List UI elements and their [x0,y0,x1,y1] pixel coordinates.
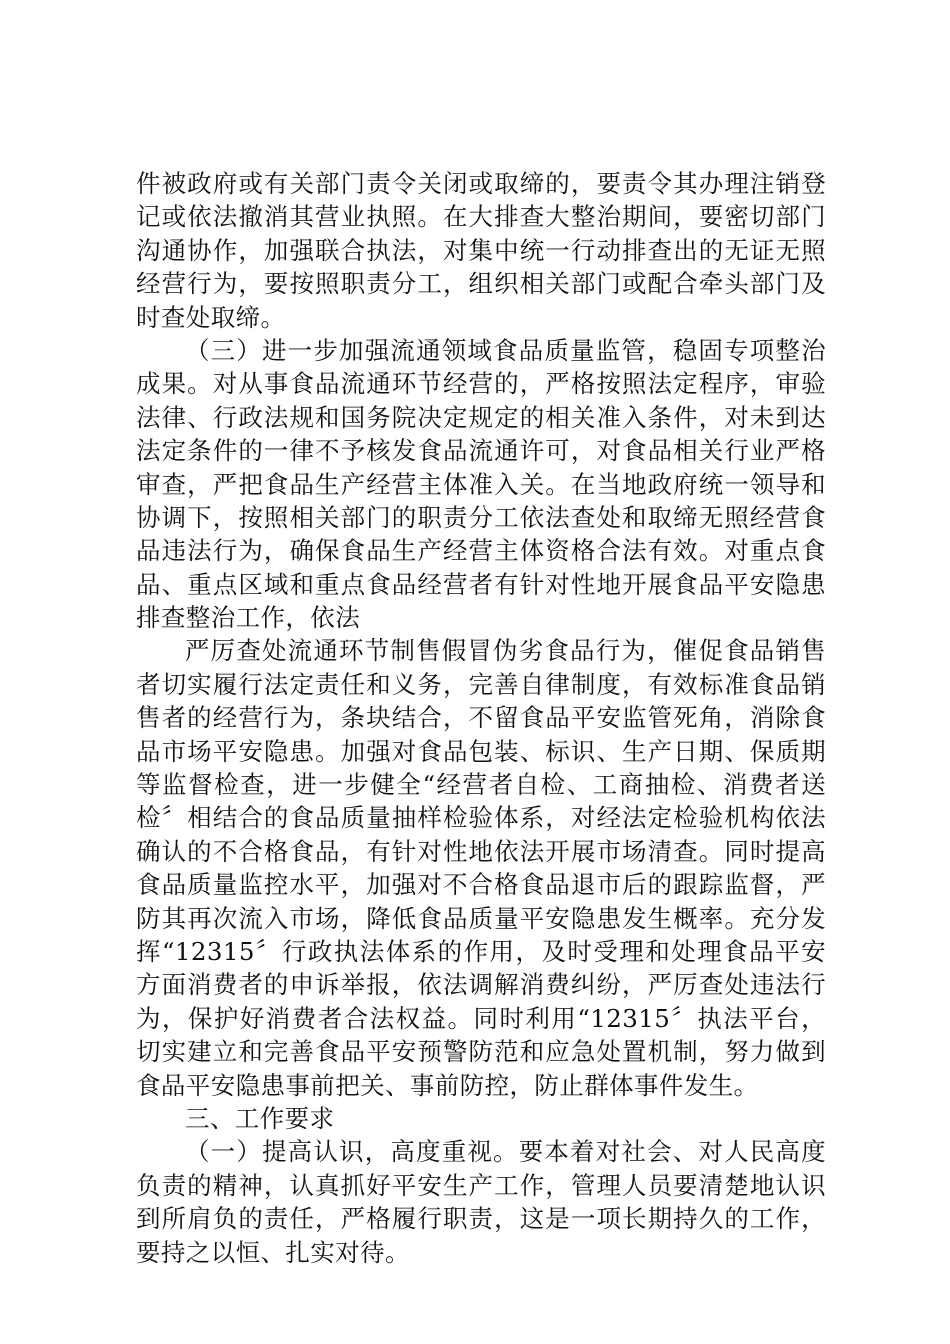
p2-line-6: 协调下，按照相关部门的职责分工依法查处和取缔无照经营食 [136,502,826,532]
p2-line-5: 审查，严把食品生产经营主体准入关。在当地政府统一领导和 [136,469,826,499]
p3-line-7: 确认的不合格食品，有针对性地依法开展市场清查。同时提高 [136,836,826,866]
p3-line-11: 方面消费者的申诉举报，依法调解消费纠纷，严厉查处违法行 [136,970,826,1000]
p3-line-3: 售者的经营行为，条块结合，不留食品平安监管死角，消除食 [136,703,826,733]
p3-line-1: 严厉查处流通环节制售假冒伪劣食品行为，催促食品销售 [185,636,826,666]
p2-line-8: 品、重点区域和重点食品经营者有针对性地开展食品平安隐患 [136,569,826,599]
p3-line-14: 食品平安隐患事前把关、事前防控，防止群体事件发生。 [136,1070,759,1100]
p2-line-3: 法律、行政法规和国务院决定规定的相关准入条件，对未到达 [136,402,826,432]
p2-line-1: （三）进一步加强流通领域食品质量监管，稳固专项整治 [185,335,826,365]
p3-line-13: 切实建立和完善食品平安预警防范和应急处置机制，努力做到 [136,1037,826,1067]
p2-line-2: 成果。对从事食品流通环节经营的，严格按照法定程序，审验 [136,369,826,399]
p1-line-3: 沟通协作，加强联合执法，对集中统一行动排查出的无证无照 [136,235,826,265]
p2-line-7: 品违法行为，确保食品生产经营主体资格合法有效。对重点食 [136,536,826,566]
p4-line-4: 要持之以恒、扎实对待。 [136,1237,410,1267]
p3-line-8: 食品质量监控水平，加强对不合格食品退市后的跟踪监督，严 [136,870,826,900]
p4-line-2: 负责的精神，认真抓好平安生产工作，管理人员要清楚地认识 [136,1170,826,1200]
p3-line-9: 防其再次流入市场，降低食品质量平安隐患发生概率。充分发 [136,903,826,933]
p1-line-1: 件被政府或有关部门责令关闭或取缔的，要责令其办理注销登 [136,169,826,198]
p3-line-4: 品市场平安隐患。加强对食品包装、标识、生产日期、保质期 [136,736,826,766]
p4-line-3: 到所肩负的责任，严格履行职责，这是一项长期持久的工作， [136,1204,826,1234]
p3-line-6: 检〞相结合的食品质量抽样检验体系，对经法定检验机构依法 [136,803,826,833]
p1-line-5: 时查处取缔。 [136,302,286,332]
p2-line-9: 排查整治工作，依法 [136,603,361,633]
p3-line-2: 者切实履行法定责任和义务，完善自律制度，有效标准食品销 [136,669,826,699]
p1-line-2: 记或依法撤消其营业执照。在大排查大整治期间，要密切部门 [136,202,826,232]
p4-line-1: （一）提高认识，高度重视。要本着对社会、对人民高度 [185,1137,826,1167]
p2-line-4: 法定条件的一律不予核发食品流通许可，对食品相关行业严格 [136,436,826,466]
document-body [136,167,826,1269]
p1-line-4: 经营行为，要按照职责分工，组织相关部门或配合牵头部门及 [136,269,826,299]
p3-line-12: 为，保护好消费者合法权益。同时利用“12315〞执法平台， [136,1003,826,1033]
p3-line-10: 挥“12315〞行政执法体系的作用，及时受理和处理食品平安 [136,936,826,966]
section-heading-work-requirements: 三、工作要求 [185,1103,335,1133]
p3-line-5: 等监督检查，进一步健全“经营者自检、工商抽检、消费者送 [136,770,826,800]
